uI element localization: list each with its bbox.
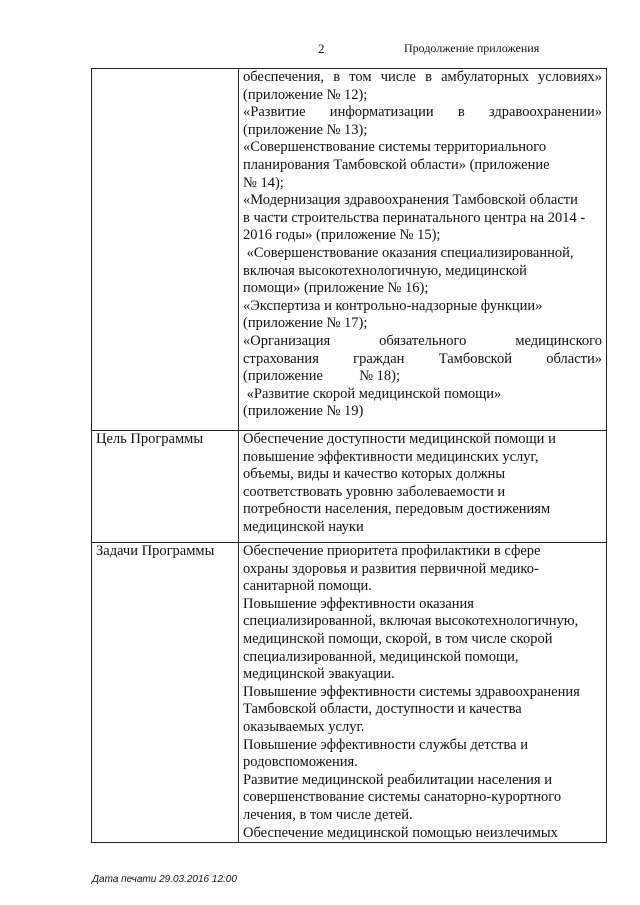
content-line: совершенствование системы санаторно-курортного — [243, 789, 562, 806]
content-line: «Развитие скорой медицинской помощи» — [243, 385, 502, 402]
continuation-header: Продолжение приложения — [404, 41, 540, 55]
content-line: соответствовать уровню заболеваемости и — [243, 483, 506, 500]
content-line: Обеспечение приоритета профилактики в сфере — [243, 543, 541, 559]
content-line: Обеспечение доступности медицинской помощи и — [243, 431, 556, 447]
content-line: медицинской помощи, скорой, в том числе скорой — [243, 630, 553, 647]
content-line: (приложение № 19) — [243, 403, 364, 420]
content-line: «Организация обязательного медицинского — [243, 332, 602, 349]
content-line: (приложение № 12); — [243, 86, 368, 103]
content-line: «Развитие информатизации в здравоохранении» — [243, 104, 602, 121]
content-line: «Экспертиза и контрольно-надзорные функции» — [243, 297, 543, 314]
content-line: родовспоможения. — [243, 754, 358, 771]
content-line: Тамбовской области, доступности и качества — [243, 701, 522, 718]
content-line: страхования граждан Тамбовской области» — [243, 350, 602, 367]
print-date: Дата печати 29.03.2016 12:00 — [92, 874, 237, 885]
table-row — [92, 543, 607, 843]
content-line: (приложение № 18); — [243, 368, 401, 385]
content-line: № 14); — [243, 174, 284, 191]
content-line: Обеспечение медицинской помощью неизлечимых — [243, 824, 558, 841]
content-line: Развитие медицинской реабилитации населения и — [243, 771, 552, 788]
content-line: 2016 годы» (приложение № 15); — [243, 227, 441, 244]
content-line: «Модернизация здравоохранения Тамбовской области — [243, 192, 578, 209]
content-line: Повышение эффективности оказания — [243, 595, 474, 612]
content-line: помощи» (приложение № 16); — [243, 280, 429, 297]
content-line: (приложение № 13); — [243, 121, 368, 138]
row-label — [92, 69, 239, 431]
content-line: потребности населения, передовым достижениям — [243, 501, 551, 518]
content-line: в части строительства перинатального центра на 2014 - — [243, 209, 586, 226]
program-passport-table — [91, 68, 607, 843]
table-row — [92, 69, 607, 431]
content-line: оказываемых услуг. — [243, 718, 365, 735]
content-line: специализированной, включая высокотехнологичную, — [243, 613, 579, 630]
table-row — [92, 431, 607, 543]
row-label: Задачи Программы — [92, 543, 239, 843]
row-content — [239, 431, 607, 543]
content-line: «Совершенствование системы территориального — [243, 139, 547, 156]
content-line: Повышение эффективности системы здравоохранения — [243, 683, 580, 700]
content-line: медицинской эвакуации. — [243, 666, 395, 683]
content-line: санитарной помощи. — [243, 578, 372, 595]
content-line: лечения, в том числе детей. — [243, 806, 413, 823]
page-number: 2 — [318, 41, 325, 56]
content-line: «Совершенствование оказания специализированной, — [243, 244, 574, 261]
content-line: обеспечения, в том числе в амбулаторных условиях» — [243, 69, 602, 85]
content-line: Повышение эффективности службы детства и — [243, 736, 528, 753]
row-content — [239, 69, 607, 431]
content-line: объемы, виды и качество которых должны — [243, 466, 506, 483]
row-label: Цель Программы — [92, 431, 239, 543]
content-line: включая высокотехнологичную, медицинской — [243, 262, 527, 279]
content-line: охраны здоровья и развития первичной медико- — [243, 560, 539, 577]
content-line: медицинской науки — [243, 518, 364, 535]
content-line: специализированной, медицинской помощи, — [243, 648, 519, 665]
content-line: повышение эффективности медицинских услуг, — [243, 448, 539, 465]
content-line: (приложение № 17); — [243, 315, 368, 332]
row-content — [239, 543, 607, 843]
content-line: планирования Тамбовской области» (приложение — [243, 156, 550, 173]
